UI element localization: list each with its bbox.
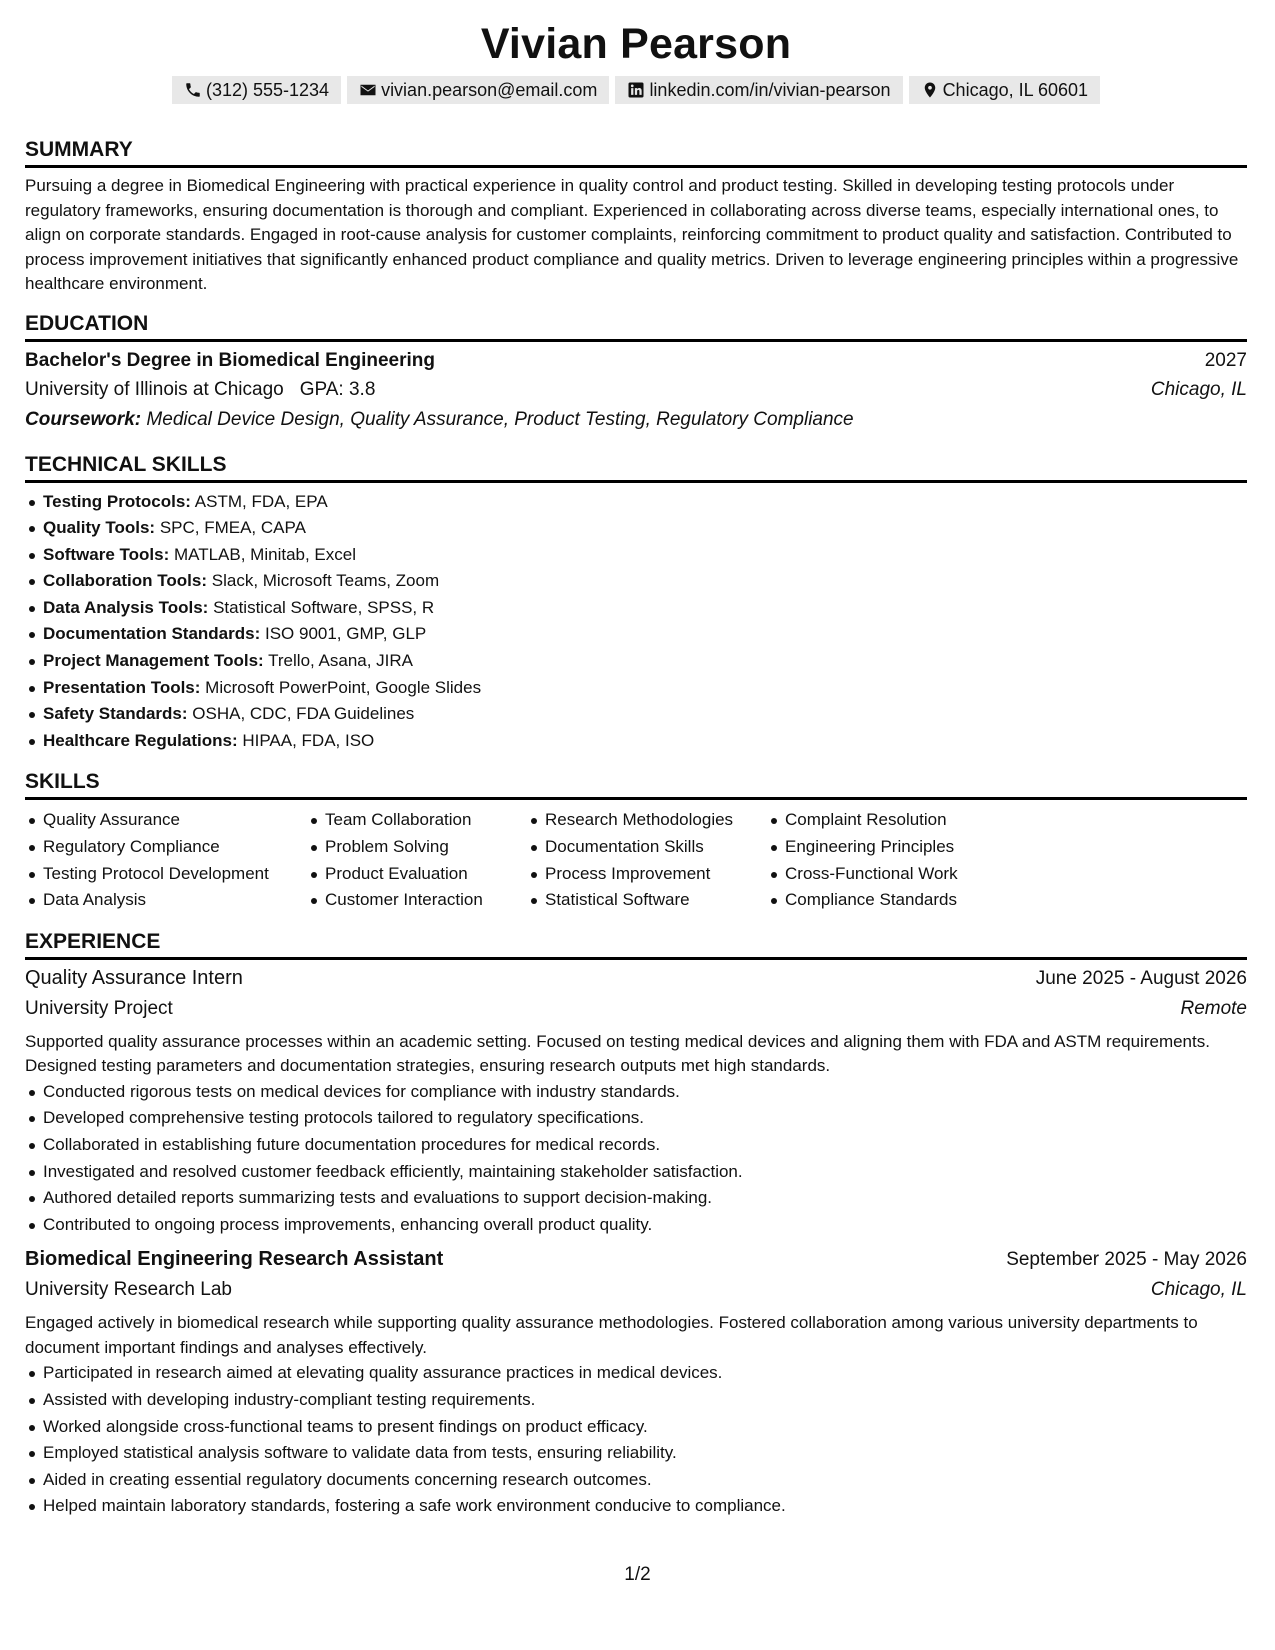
skill-value: OSHA, CDC, FDA Guidelines <box>192 704 415 724</box>
skill-value: Slack, Microsoft Teams, Zoom <box>211 571 440 591</box>
linkedin-text: linkedin.com/in/vivian-pearson <box>649 80 891 100</box>
list-item: Participated in research aimed at elevating quality assurance practices in medical devices. <box>43 1360 1247 1387</box>
list-item: Compliance Standards <box>785 887 1025 914</box>
list-item <box>43 648 1247 675</box>
resume-page <box>25 18 1247 1520</box>
list-item <box>43 701 1247 728</box>
skill-label: Healthcare Regulations: <box>43 730 238 750</box>
job-dates: June 2025 - August 2026 <box>1035 967 1247 989</box>
graduation-year: 2027 <box>1204 349 1247 371</box>
job-bullets <box>25 1079 1247 1239</box>
summary-section <box>25 137 1247 297</box>
section-title-skills: SKILLS <box>25 769 1247 800</box>
job-organization: University Project <box>25 997 173 1019</box>
list-item: Helped maintain laboratory standards, fostering a safe work environment conducive to compliance. <box>43 1493 1247 1520</box>
job-title: Biomedical Engineering Research Assistant <box>25 1248 444 1271</box>
phone-icon <box>184 81 202 99</box>
skill-value: ISO 9001, GMP, GLP <box>264 624 427 644</box>
list-item: Contributed to ongoing process improvements, enhancing overall product quality. <box>43 1212 1247 1239</box>
email-text: vivian.pearson@email.com <box>381 80 598 100</box>
skill-value: Statistical Software, SPSS, R <box>213 597 435 617</box>
section-title-experience: EXPERIENCE <box>25 929 1247 960</box>
coursework-label: Coursework: <box>25 408 142 430</box>
list-item <box>43 675 1247 702</box>
skill-value: Microsoft PowerPoint, Google Slides <box>205 677 482 697</box>
candidate-name: Vivian Pearson <box>480 20 792 68</box>
job-description: Supported quality assurance processes within an academic setting. Focused on testing medical devices and aligning them with FDA and ASTM requirements. Designed testing parameters and documentation strategies, ensuring research outputs met high standards. <box>25 1031 1210 1076</box>
job-organization: University Research Lab <box>25 1279 232 1301</box>
skill-label: Collaboration Tools: <box>43 571 208 591</box>
coursework-list: Medical Device Design, Quality Assurance, Product Testing, Regulatory Compliance <box>146 408 854 430</box>
list-item: Employed statistical analysis software to validate data from tests, ensuring reliability. <box>43 1440 1247 1467</box>
experience-section <box>25 929 1247 1520</box>
skill-label: Documentation Standards: <box>43 624 261 644</box>
list-item: Complaint Resolution <box>785 807 1025 834</box>
technical-skills-list <box>25 489 1247 755</box>
list-item: Assisted with developing industry-compliant testing requirements. <box>43 1387 1247 1414</box>
skill-value: ASTM, FDA, EPA <box>194 491 328 511</box>
skills-column <box>25 807 307 913</box>
degree-title: Bachelor's Degree in Biomedical Engineering <box>25 349 435 371</box>
summary-text: Pursuing a degree in Biomedical Engineering with practical experience in quality control and product testing. Skilled in developing testing protocols under regulatory frameworks, ensuring documentation is thorough and compliant. Experienced in collaborating across diverse teams, especially international ones, to align on corporate standards. Engaged in root-cause analysis for customer complaints, reinforcing commitment to product quality and satisfaction. Contributed to process improvement initiatives that significantly enhanced product compliance and quality metrics. Driven to leverage engineering principles within a progressive healthcare environment. <box>25 176 1239 293</box>
section-title-education: EDUCATION <box>25 311 1247 342</box>
technical-skills-section <box>25 452 1247 755</box>
skills-column <box>307 807 527 913</box>
job-entry <box>25 1244 1247 1520</box>
education-section <box>25 311 1247 435</box>
list-item <box>43 515 1247 542</box>
skill-value: SPC, FMEA, CAPA <box>159 518 306 538</box>
page-number: 1/2 <box>624 1564 651 1585</box>
list-item: Quality Assurance <box>43 807 307 834</box>
list-item: Testing Protocol Development <box>43 861 307 888</box>
contact-location <box>909 76 1100 104</box>
skill-label: Quality Tools: <box>43 518 156 538</box>
list-item: Problem Solving <box>325 834 527 861</box>
phone-text: (312) 555-1234 <box>205 80 330 100</box>
location-text: Chicago, IL 60601 <box>942 80 1089 100</box>
list-item: Collaborated in establishing future documentation procedures for medical records. <box>43 1132 1247 1159</box>
list-item: Team Collaboration <box>325 807 527 834</box>
school-name: University of Illinois at Chicago <box>25 378 284 400</box>
list-item: Cross-Functional Work <box>785 861 1025 888</box>
list-item: Regulatory Compliance <box>43 834 307 861</box>
job-title: Quality Assurance Intern <box>25 966 243 989</box>
list-item: Aided in creating essential regulatory documents concerning research outcomes. <box>43 1467 1247 1494</box>
contact-bar <box>25 76 1247 104</box>
list-item <box>43 621 1247 648</box>
section-title-summary: SUMMARY <box>25 137 1247 168</box>
linkedin-icon <box>627 81 645 99</box>
skills-section <box>25 769 1247 913</box>
map-pin-icon <box>921 81 939 99</box>
list-item <box>43 568 1247 595</box>
contact-email[interactable] <box>347 76 609 104</box>
job-description: Engaged actively in biomedical research while supporting quality assurance methodologies. Fostered collaboration among various university departments to document important findings and analyses effectively. <box>25 1313 1198 1357</box>
list-item: Developed comprehensive testing protocols tailored to regulatory specifications. <box>43 1105 1247 1132</box>
skill-label: Safety Standards: <box>43 704 188 724</box>
list-item: Authored detailed reports summarizing tests and evaluations to support decision-making. <box>43 1185 1247 1212</box>
school-line <box>25 375 375 405</box>
list-item: Engineering Principles <box>785 834 1025 861</box>
skill-label: Project Management Tools: <box>43 651 264 671</box>
skill-label: Software Tools: <box>43 544 170 564</box>
job-bullets <box>25 1360 1247 1520</box>
list-item <box>43 728 1247 755</box>
gpa: GPA: 3.8 <box>299 378 376 400</box>
list-item: Research Methodologies <box>545 807 767 834</box>
list-item: Worked alongside cross-functional teams to present findings on product efficacy. <box>43 1414 1247 1441</box>
list-item: Investigated and resolved customer feedback efficiently, maintaining stakeholder satisfaction. <box>43 1159 1247 1186</box>
skills-grid <box>25 807 1247 913</box>
contact-linkedin[interactable] <box>615 76 902 104</box>
list-item: Documentation Skills <box>545 834 767 861</box>
job-location: Remote <box>1180 997 1247 1019</box>
skill-value: MATLAB, Minitab, Excel <box>173 544 357 564</box>
list-item: Data Analysis <box>43 887 307 914</box>
coursework <box>25 405 1247 435</box>
list-item: Process Improvement <box>545 861 767 888</box>
section-title-technical-skills: TECHNICAL SKILLS <box>25 452 1247 483</box>
list-item <box>43 489 1247 516</box>
skills-column <box>527 807 767 913</box>
list-item: Statistical Software <box>545 887 767 914</box>
contact-phone[interactable] <box>172 76 341 104</box>
skill-value: Trello, Asana, JIRA <box>268 651 414 671</box>
skill-label: Data Analysis Tools: <box>43 597 209 617</box>
list-item: Customer Interaction <box>325 887 527 914</box>
skill-value: HIPAA, FDA, ISO <box>242 730 375 750</box>
job-entry <box>25 963 1247 1239</box>
envelope-icon <box>359 81 377 99</box>
job-location: Chicago, IL <box>1150 1279 1247 1301</box>
list-item <box>43 542 1247 569</box>
skills-column <box>767 807 1025 913</box>
list-item: Conducted rigorous tests on medical devices for compliance with industry standards. <box>43 1079 1247 1106</box>
skill-label: Presentation Tools: <box>43 677 201 697</box>
list-item <box>43 595 1247 622</box>
school-location: Chicago, IL <box>1150 378 1247 400</box>
skill-label: Testing Protocols: <box>43 491 191 511</box>
job-dates: September 2025 - May 2026 <box>1006 1249 1247 1271</box>
list-item: Product Evaluation <box>325 861 527 888</box>
